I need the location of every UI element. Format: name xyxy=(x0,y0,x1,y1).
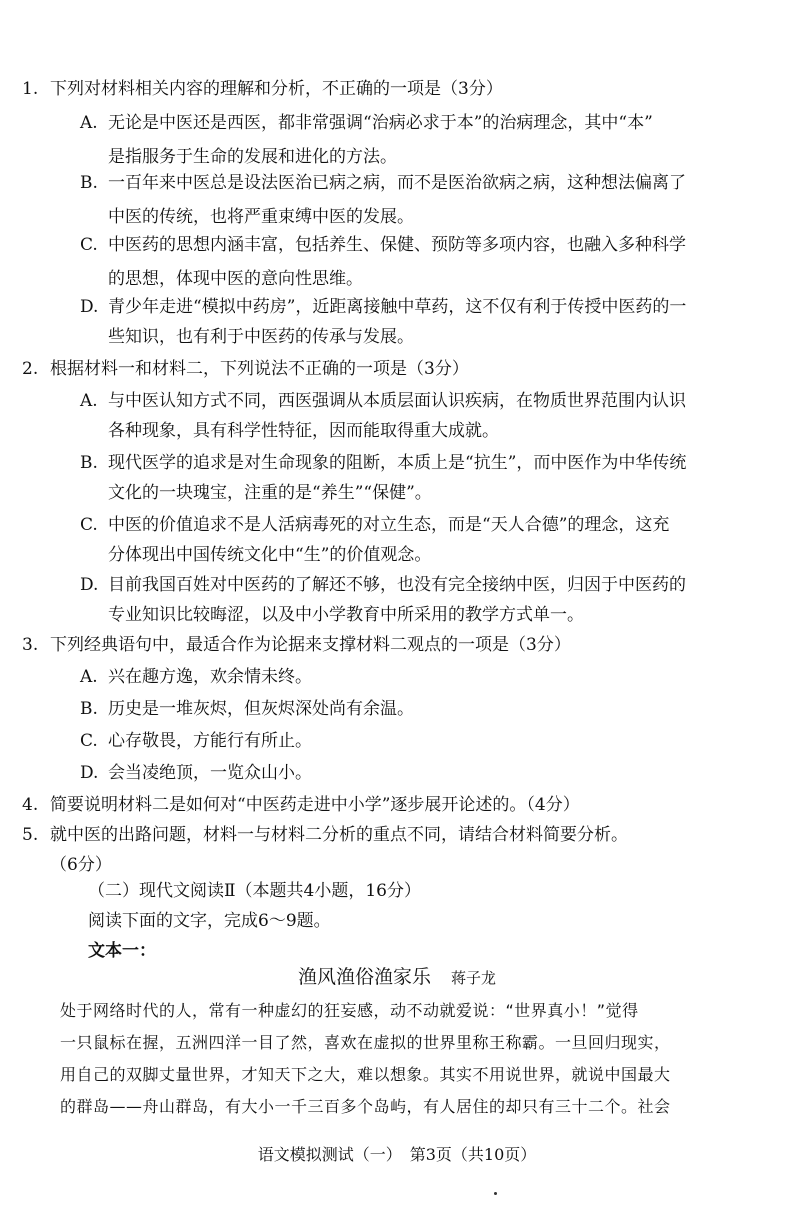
question-stem: 下列经典语句中，最适合作为论据来支撑材料二观点的一项是（3分） xyxy=(50,635,571,655)
option-3b xyxy=(80,692,760,726)
option-text: 青少年走进“模拟中药房”，近距离接触中草药，这不仅有利于传授中医药的一 xyxy=(108,297,687,317)
option-letter: D. xyxy=(80,763,99,783)
option-2c-cont: 分体现出中国传统文化中“生”的价值观念。 xyxy=(108,545,432,565)
option-letter: A. xyxy=(80,667,98,687)
question-5-points: （6分） xyxy=(50,855,112,875)
option-text: 心存敬畏，方能行有所止。 xyxy=(108,731,312,751)
question-1 xyxy=(22,72,762,106)
option-letter: A. xyxy=(80,391,98,411)
question-number: 5. xyxy=(22,825,39,845)
option-letter: C. xyxy=(80,515,98,535)
question-number: 4. xyxy=(22,795,39,815)
option-text: 与中医认知方式不同，西医强调从本质层面认识疾病，在物质世界范围内认识 xyxy=(108,391,686,411)
option-text: 现代医学的追求是对生命现象的阻断，本质上是“抗生”，而中医作为中华传统 xyxy=(108,453,687,473)
option-1a-cont: 是指服务于生命的发展和进化的方法。 xyxy=(108,147,397,167)
article-line: 的群岛——舟山群岛，有大小一千三百多个岛屿，有人居住的却只有三十二个。社会 xyxy=(60,1097,671,1116)
option-3a xyxy=(80,660,760,694)
option-2b-cont: 文化的一块瑰宝，注重的是“养生”“保健”。 xyxy=(108,483,432,503)
option-1b xyxy=(80,166,760,200)
print-speck xyxy=(494,1192,497,1195)
option-letter: B. xyxy=(80,699,98,719)
option-letter: C. xyxy=(80,235,98,255)
question-number: 2. xyxy=(22,359,39,379)
option-1d xyxy=(80,290,760,324)
option-2d xyxy=(80,568,760,602)
question-number: 1. xyxy=(22,79,39,99)
option-1a xyxy=(80,106,760,140)
option-letter: C. xyxy=(80,731,98,751)
section-instruction: 阅读下面的文字，完成6～9题。 xyxy=(88,911,331,931)
question-stem: 下列对材料相关内容的理解和分析，不正确的一项是（3分） xyxy=(50,79,503,99)
option-3d xyxy=(80,756,760,790)
section-heading: （二）现代文阅读Ⅱ（本题共4小题，16分） xyxy=(88,881,422,901)
article-title-line xyxy=(0,960,794,995)
option-text: 中医药的思想内涵丰富，包括养生、保健、预防等多项内容，也融入多种科学 xyxy=(108,235,686,255)
option-text: 会当凌绝顶，一览众山小。 xyxy=(108,763,312,783)
option-1d-cont: 些知识，也有利于中医药的传承与发展。 xyxy=(108,327,414,347)
option-2a-cont: 各种现象，具有科学性特征，因而能取得重大成就。 xyxy=(108,421,499,441)
option-1c xyxy=(80,228,760,262)
question-5 xyxy=(22,818,762,852)
article-line: 一只鼠标在握，五洲四洋一目了然，喜欢在虚拟的世界里称王称霸。一旦回归现实， xyxy=(60,1033,671,1052)
option-2a xyxy=(80,384,760,418)
question-stem: 就中医的出路问题，材料一与材料二分析的重点不同，请结合材料简要分析。 xyxy=(50,825,628,845)
page-footer: 语文模拟测试（一） 第3页（共10页） xyxy=(257,1145,537,1164)
option-letter: B. xyxy=(80,173,98,193)
question-stem: 简要说明材料二是如何对“中医药走进中小学”逐步展开论述的。（4分） xyxy=(50,795,580,815)
option-text: 无论是中医还是西医，都非常强调“治病必求于本”的治病理念，其中“本” xyxy=(108,113,653,133)
option-letter: D. xyxy=(80,297,99,317)
option-text: 一百年来中医总是设法医治已病之病，而不是医治欲病之病，这种想法偏离了 xyxy=(108,173,686,193)
article-author: 蒋子龙 xyxy=(451,969,497,987)
question-number: 3. xyxy=(22,635,39,655)
option-letter: A. xyxy=(80,113,98,133)
article-line: 用自己的双脚丈量世界，才知天下之大，难以想象。其实不用说世界，就说中国最大 xyxy=(60,1065,671,1084)
option-3c xyxy=(80,724,760,758)
option-text: 历史是一堆灰烬，但灰烬深处尚有余温。 xyxy=(108,699,414,719)
option-text: 目前我国百姓对中医药的了解还不够，也没有完全接纳中医，归因于中医药的 xyxy=(108,575,686,595)
text-label: 文本一： xyxy=(88,941,156,961)
option-letter: D. xyxy=(80,575,99,595)
option-text: 兴在趣方逸，欢余情未终。 xyxy=(108,667,312,687)
question-2 xyxy=(22,352,762,386)
option-2c xyxy=(80,508,760,542)
option-2b xyxy=(80,446,760,480)
question-4 xyxy=(22,788,762,822)
article-title: 渔风渔俗渔家乐 xyxy=(297,966,431,988)
option-1b-cont: 中医的传统，也将严重束缚中医的发展。 xyxy=(108,207,414,227)
article-line: 处于网络时代的人，常有一种虚幻的狂妄感，动不动就爱说：“世界真小！”觉得 xyxy=(60,1001,639,1020)
question-3 xyxy=(22,628,762,662)
option-2d-cont: 专业知识比较晦涩，以及中小学教育中所采用的教学方式单一。 xyxy=(108,605,584,625)
option-1c-cont: 的思想，体现中医的意向性思维。 xyxy=(108,269,363,289)
question-stem: 根据材料一和材料二，下列说法不正确的一项是（3分） xyxy=(50,359,469,379)
option-letter: B. xyxy=(80,453,98,473)
option-text: 中医的价值追求不是人活病毒死的对立生态，而是“天人合德”的理念，这充 xyxy=(108,515,670,535)
